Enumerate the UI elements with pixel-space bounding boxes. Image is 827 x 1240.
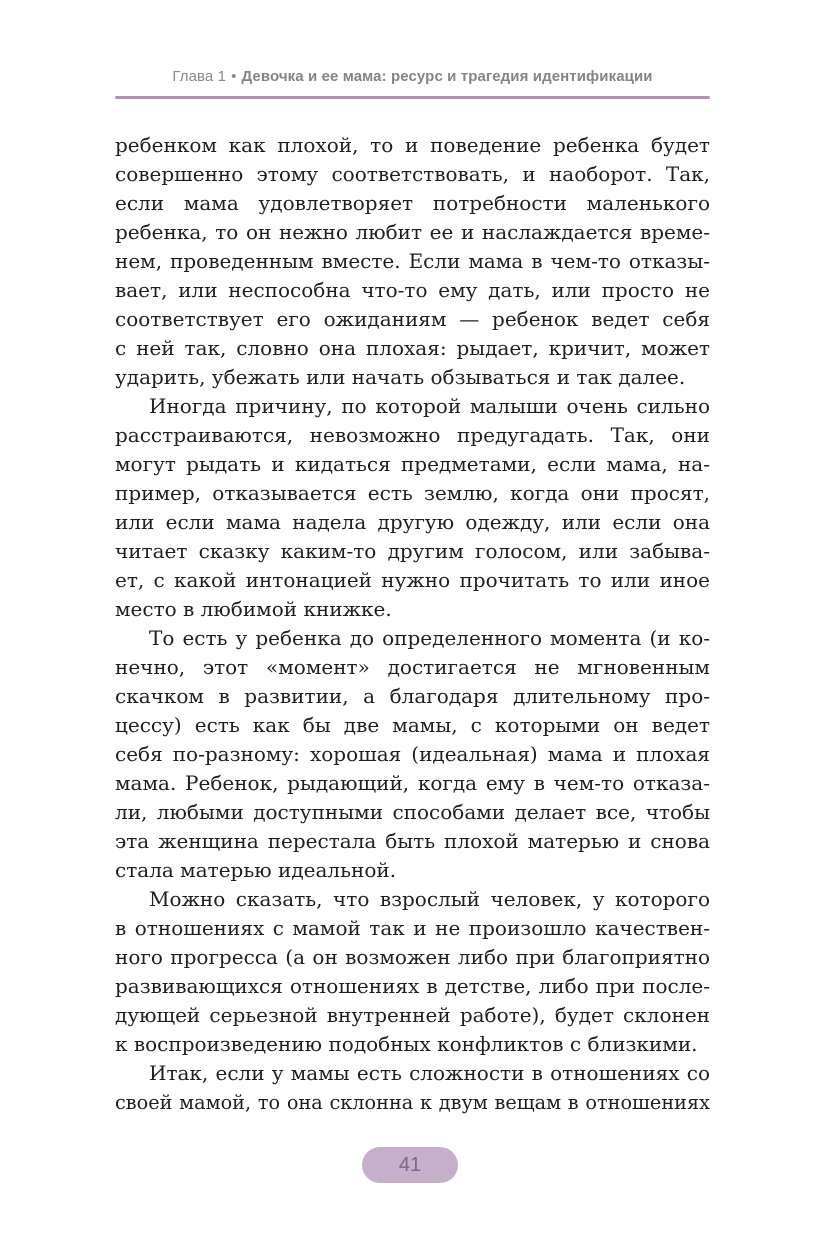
body-text [115, 131, 710, 1117]
page-number: 41 [398, 1153, 422, 1176]
text-line: к воспроизведению подобных конфликтов с близкими. [115, 1032, 698, 1056]
text-line: в отношениях с мамой так и не произошло качествен- [115, 916, 710, 940]
chapter-title: Девочка и ее мама: ресурс и трагедия идентификации [241, 68, 653, 85]
text-line: Итак, если у мамы есть сложности в отношениях со [149, 1061, 710, 1085]
paragraph [115, 131, 710, 392]
text-line: совершенно этому соответствовать, и наоборот. Так, [115, 162, 710, 186]
text-line: нем, проведенным вместе. Если мама в чем-то отказы- [115, 249, 710, 273]
text-line: себя по-разному: хорошая (идеальная) мама и плохая [115, 742, 710, 766]
text-line: читает сказку каким-то другим голосом, или забыва- [115, 539, 710, 563]
text-line: с ней так, словно она плохая: рыдает, кричит, может [115, 336, 710, 360]
text-line: если мама удовлетворяет потребности маленького [115, 191, 710, 215]
running-header [115, 68, 710, 85]
text-line: своей мамой, то она склонна к двум вещам в отношениях [115, 1091, 710, 1114]
text-line: Иногда причину, по которой малыши очень сильно [149, 394, 710, 418]
header-separator: • [231, 68, 237, 85]
text-line: пример, отказывается есть землю, когда они просят, [115, 481, 710, 505]
paragraph [115, 392, 710, 624]
text-line: ребенка, то он нежно любит ее и наслаждается време- [115, 220, 710, 244]
text-line: ли, любыми доступными способами делает все, чтобы [115, 800, 710, 824]
paragraph [115, 624, 710, 885]
text-line: развивающихся отношениях в детстве, либо при после- [115, 974, 710, 998]
paragraph [115, 885, 710, 1059]
text-line: эта женщина перестала быть плохой матерью и снова [115, 829, 710, 853]
text-line: стала матерью идеальной. [115, 858, 397, 882]
header-rule [115, 96, 710, 99]
text-line: соответствует его ожиданиям — ребенок ведет себя [115, 307, 710, 331]
page-number-badge [362, 1147, 458, 1183]
text-line: расстраиваются, невозможно предугадать. Так, они [115, 423, 710, 447]
text-line: ребенком как плохой, то и поведение ребенка будет [115, 133, 710, 157]
text-line: ного прогресса (а он возможен либо при благоприятно [115, 945, 710, 969]
text-line: дующей серьезной внутренней работе), будет склонен [115, 1003, 710, 1027]
text-line: ет, с какой интонацией нужно прочитать то или иное [115, 568, 710, 592]
text-line: То есть у ребенка до определенного момента (и ко- [149, 626, 710, 650]
text-line: мама. Ребенок, рыдающий, когда ему в чем-то отказа- [115, 771, 710, 795]
text-line: Можно сказать, что взрослый человек, у которого [149, 887, 710, 911]
text-line: вает, или неспособна что-то ему дать, или просто не [115, 278, 710, 302]
paragraph [115, 1059, 710, 1117]
text-line: или если мама надела другую одежду, или если она [115, 510, 710, 534]
text-line: ударить, убежать или начать обзываться и так далее. [115, 365, 686, 389]
text-line: место в любимой книжке. [115, 597, 392, 621]
text-line: цессу) есть как бы две мамы, с которыми он ведет [115, 713, 710, 737]
chapter-label: Глава 1 [172, 68, 227, 85]
text-line: нечно, этот «момент» достигается не мгновенным [115, 655, 710, 679]
text-line: могут рыдать и кидаться предметами, если мама, на- [115, 452, 710, 476]
text-line: скачком в развитии, а благодаря длительному про- [115, 684, 710, 708]
